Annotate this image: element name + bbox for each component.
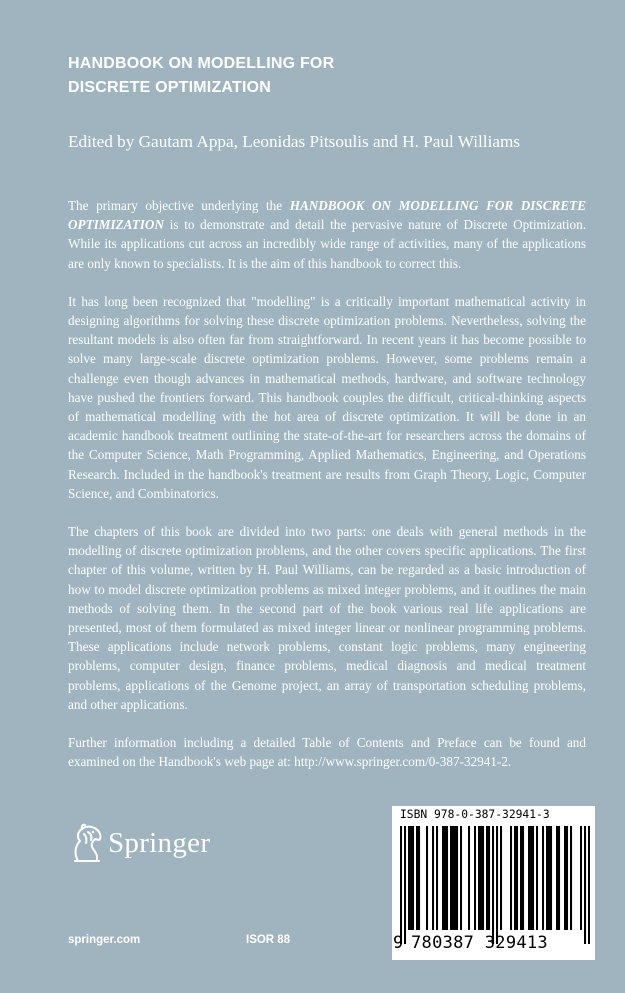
springer-logo: [66, 822, 236, 866]
blurb-paragraph-2: It has long been recognized that "modelling" is a critically important mathematical activity in designing algorithms for solving these discrete optimization problems. Nevertheless, solving the resultant models is also often far from straightforward. In recent years it has become possible to solve many large-scale discrete optimization problems. However, some problems remain a challenge even though advances in mathematical methods, hardware, and software technology have pushed the frontiers forward. This handbook couples the difficult, critical-thinking aspects of mathematical modelling with the hot area of discrete optimization. It will be done in an academic handbook treatment outlining the state-of-the-art for researchers across the domains of the Computer Science, Math Programming, Applied Mathematics, Engineering, and Operations Research. Included in the handbook's treatment are results from Graph Theory, Logic, Computer Science, and Combinatorics.: [68, 293, 586, 501]
barcode-bars: [400, 826, 590, 944]
barcode-bar: [556, 826, 558, 930]
barcode-bar: [514, 826, 516, 930]
barcode-bar: [500, 826, 502, 930]
book-title-line-2: DISCRETE OPTIMIZATION: [68, 79, 272, 96]
barcode-bar: [400, 826, 402, 944]
blurb-paragraph-3: The chapters of this book are divided into two parts: one deals with general methods in the modelling of discrete optimization problems, and the other covers specific applications. The first chapter of this volume, written by H. Paul Williams, can be regarded as a basic introduction of how to model discrete optimization problems as mixed integer problems, and it outlines the main methods of solving them. In the second part of the book various real life applications are presented, most of them formulated as mixed integer linear or nonlinear programming problems. These applications include network problems, constant logic problems, many engineering problems, computer design, finance problems, medical diagnosis and medical treatment problems, applications of the Genome project, an array of transportation scheduling problems, and other applications.: [68, 524, 586, 712]
isbn-barcode: [392, 806, 595, 960]
blurb-paragraph-4: Further information including a detailed Table of Contents and Preface can be found and examined on the Handbook's web page at: http://www.springer.com/0-387-32941-2.: [68, 735, 586, 770]
barcode-bar: [536, 826, 538, 930]
barcode-bar: [486, 826, 488, 930]
barcode-bar: [520, 826, 522, 930]
blurb-paragraph-1: The primary objective underlying the HANDBOOK ON MODELLING FOR DISCRETE OPTIMIZATION is to demonstrate and detail the pervasive nature of Discrete Optimization. While its applications cut across an incredibly wide range of activities, many of the applications are only known to specialists. It is the aim of this handbook to correct this.: [68, 198, 586, 271]
barcode-bar: [418, 826, 420, 930]
barcode-bar: [530, 826, 532, 930]
barcode-bar: [580, 826, 582, 930]
barcode-bar: [566, 826, 568, 930]
barcode-bar: [446, 826, 448, 930]
emphasized-title: HANDBOOK ON MODELLING FOR DISCRETE OPTIMIZATION: [68, 198, 586, 233]
barcode-bar: [558, 826, 560, 930]
publisher-website: springer.com: [68, 934, 141, 946]
barcode-bar: [444, 826, 446, 930]
barcode-bar: [410, 826, 412, 930]
barcode-bar: [404, 826, 406, 944]
barcode-bar: [528, 826, 530, 930]
blurb-text: [68, 196, 586, 790]
barcode-bar: [456, 826, 458, 930]
barcode-bar: [542, 826, 544, 930]
barcode-bar: [450, 826, 452, 930]
barcode-bar: [436, 826, 438, 930]
barcode-bar: [492, 826, 494, 944]
barcode-bar: [532, 826, 534, 930]
ean-digits: 780387 329413: [411, 933, 548, 953]
barcode-bar: [482, 826, 484, 930]
barcode-bar: [564, 826, 566, 930]
barcode-bar: [522, 826, 524, 930]
barcode-bar: [442, 826, 444, 930]
barcode-bar: [550, 826, 552, 930]
barcode-bar: [546, 826, 548, 930]
barcode-bar: [452, 826, 454, 930]
series-number: ISOR 88: [246, 934, 291, 946]
barcode-bar: [516, 826, 518, 930]
barcode-bar: [510, 826, 512, 930]
springer-horse-icon: [66, 822, 106, 864]
barcode-bar: [474, 826, 476, 930]
barcode-bar: [426, 826, 428, 930]
book-title: [68, 52, 428, 100]
barcode-bar: [468, 826, 470, 930]
barcode-bar: [454, 826, 456, 930]
barcode-bar: [488, 826, 490, 930]
isbn-label: ISBN 978-0-387-32941-3: [400, 808, 550, 821]
book-title-line-1: HANDBOOK ON MODELLING FOR: [68, 55, 335, 72]
barcode-bar: [480, 826, 482, 930]
barcode-bar: [408, 826, 410, 930]
ean-first-digit: 9: [393, 933, 404, 953]
barcode-bar: [548, 826, 550, 930]
barcode-bar: [584, 826, 586, 944]
springer-wordmark: Springer: [108, 827, 211, 859]
barcode-bar: [460, 826, 462, 930]
barcode-bar: [432, 826, 434, 930]
barcode-bar: [416, 826, 418, 930]
barcode-bar: [412, 826, 414, 930]
barcode-bar: [496, 826, 498, 944]
barcode-bar: [570, 826, 572, 930]
barcode-bar: [478, 826, 480, 930]
barcode-bar: [588, 826, 590, 944]
editors-line: Edited by Gautam Appa, Leonidas Pitsoulis and H. Paul Williams: [68, 132, 521, 151]
